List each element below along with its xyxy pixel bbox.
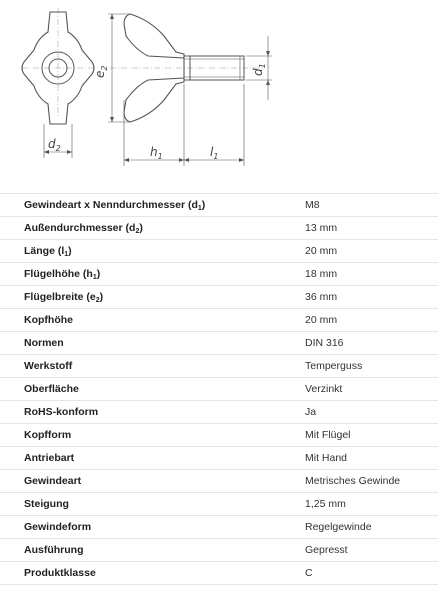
spec-row <box>0 217 438 240</box>
spec-row <box>0 424 438 447</box>
spec-value: Regelgewinde <box>305 516 438 539</box>
spec-label <box>0 217 305 240</box>
spec-label <box>0 424 305 447</box>
spec-label <box>0 240 305 263</box>
spec-value: Verzinkt <box>305 378 438 401</box>
spec-value: Mit Hand <box>305 447 438 470</box>
spec-label-suffix: ) <box>99 290 104 303</box>
spec-row <box>0 263 438 286</box>
spec-label-text: Produktklasse <box>24 566 96 579</box>
side-view <box>108 14 272 166</box>
spec-row <box>0 470 438 493</box>
spec-row <box>0 516 438 539</box>
spec-label-text: Gewindeform <box>24 520 92 533</box>
spec-value: 13 mm <box>305 217 438 240</box>
spec-label-text: Kopfform <box>24 428 72 441</box>
spec-label <box>0 332 305 355</box>
spec-value: DIN 316 <box>305 332 438 355</box>
spec-label-suffix: ) <box>68 244 72 257</box>
spec-label <box>0 309 305 332</box>
spec-label-text: Gewindeart <box>24 474 82 487</box>
spec-value: C <box>305 562 438 585</box>
spec-label-text: Normen <box>24 336 64 349</box>
spec-value: 20 mm <box>305 240 438 263</box>
spec-label-text: Außendurchmesser (d <box>24 221 136 234</box>
spec-row <box>0 539 438 562</box>
spec-label <box>0 355 305 378</box>
spec-label-text: RoHS-konform <box>24 405 99 418</box>
spec-label-text: Flügelhöhe (h <box>24 267 93 280</box>
spec-label-subscript: 1 <box>64 250 69 258</box>
spec-value: Ja <box>305 401 438 424</box>
technical-drawing <box>0 0 438 190</box>
spec-label <box>0 470 305 493</box>
spec-table-body <box>0 194 438 585</box>
spec-label <box>0 263 305 286</box>
spec-label <box>0 378 305 401</box>
spec-row <box>0 378 438 401</box>
dim-label-e2: $e_2$ <box>93 65 109 78</box>
spec-label-suffix: ) <box>139 221 143 234</box>
spec-row <box>0 355 438 378</box>
spec-label <box>0 286 305 309</box>
spec-label <box>0 516 305 539</box>
spec-row <box>0 332 438 355</box>
dim-label-h1: $h_1$ <box>150 145 163 161</box>
spec-value: 36 mm <box>305 286 438 309</box>
spec-row <box>0 286 438 309</box>
spec-label <box>0 539 305 562</box>
spec-label <box>0 447 305 470</box>
dim-label-l1: $l_1$ <box>210 145 219 161</box>
spec-value: Temperguss <box>305 355 438 378</box>
spec-label-subscript: 2 <box>135 227 140 235</box>
spec-value: 20 mm <box>305 309 438 332</box>
spec-value: Gepresst <box>305 539 438 562</box>
dim-label-d1: $d_1$ <box>251 63 267 76</box>
spec-label-text: Länge (l <box>24 244 65 257</box>
spec-row <box>0 309 438 332</box>
spec-table <box>0 193 438 585</box>
spec-value: 1,25 mm <box>305 493 438 516</box>
spec-row <box>0 194 438 217</box>
spec-row <box>0 240 438 263</box>
spec-label-subscript: 2 <box>95 296 100 304</box>
spec-value: M8 <box>305 194 438 217</box>
front-view <box>22 8 95 158</box>
spec-value: Mit Flügel <box>305 424 438 447</box>
spec-label-text: Gewindeart x Nenndurchmesser (d <box>24 198 198 211</box>
spec-value: 18 mm <box>305 263 438 286</box>
spec-label-text: Werkstoff <box>24 359 73 372</box>
spec-label-text: Ausführung <box>24 543 84 556</box>
spec-label-text: Antriebart <box>24 451 75 464</box>
spec-label-text: Flügelbreite (e <box>24 290 96 303</box>
spec-label-suffix: ) <box>201 198 206 211</box>
spec-row <box>0 562 438 585</box>
spec-label-text: Oberfläche <box>24 382 79 395</box>
spec-label-text: Kopfhöhe <box>24 313 73 326</box>
spec-label-subscript: 1 <box>197 204 202 212</box>
dim-label-d2: $d_2$ <box>48 137 61 153</box>
spec-label-suffix: ) <box>96 267 101 280</box>
spec-label <box>0 401 305 424</box>
spec-row <box>0 493 438 516</box>
spec-row <box>0 401 438 424</box>
spec-label <box>0 493 305 516</box>
spec-row <box>0 447 438 470</box>
spec-label-text: Steigung <box>24 497 69 510</box>
spec-label-subscript: 1 <box>92 273 97 281</box>
spec-value: Metrisches Gewinde <box>305 470 438 493</box>
spec-label <box>0 194 305 217</box>
spec-label <box>0 562 305 585</box>
